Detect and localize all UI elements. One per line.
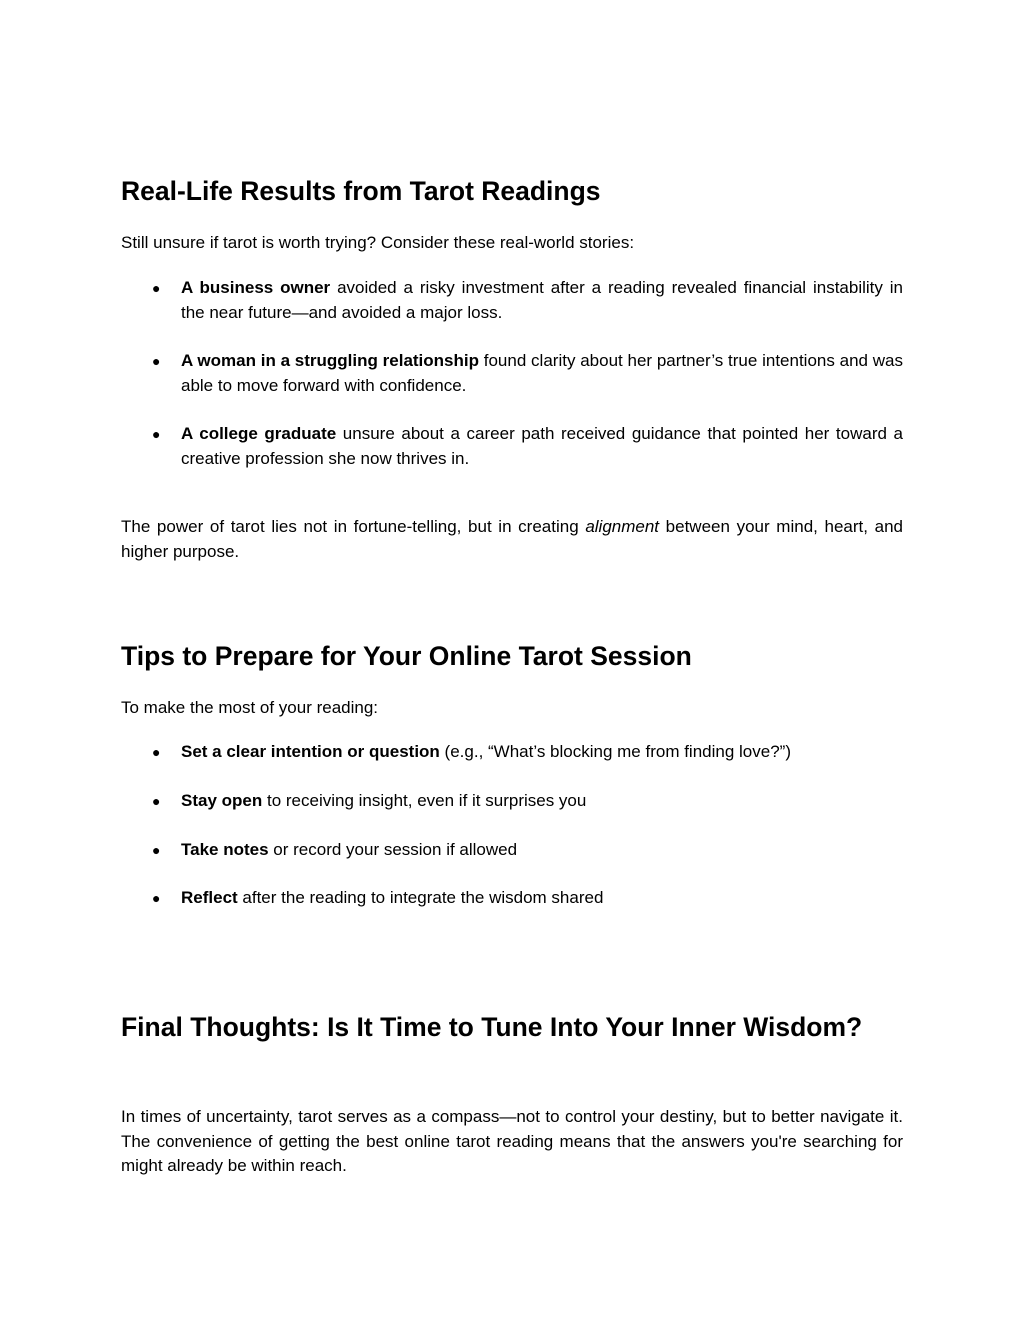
list-item: [152, 349, 903, 398]
list-item: [152, 422, 903, 471]
bullet-icon: ●: [152, 280, 161, 296]
section-body-paragraph: In times of uncertainty, tarot serves as a compass—not to control your destiny, but to better navigate it. The convenience of getting the best online tarot reading means that the answers you're searching for might already be within reach.: [121, 1107, 903, 1175]
list-item: [152, 276, 903, 325]
section-heading-tips: Tips to Prepare for Your Online Tarot Session: [121, 641, 692, 671]
closing-text-after: between your mind, heart, and higher purpose.: [121, 517, 903, 561]
closing-text-before: The power of tarot lies not in fortune-telling, but in creating: [121, 517, 586, 536]
section-intro: To make the most of your reading:: [121, 698, 379, 717]
list-item-bold: A woman in a struggling relationship: [181, 351, 479, 370]
list-item-bold: Take notes: [181, 840, 269, 859]
list-item-text: after the reading to integrate the wisdom shared: [237, 888, 604, 907]
section-heading-real-life-results: Real-Life Results from Tarot Readings: [121, 176, 601, 206]
bullet-icon: ●: [152, 842, 161, 858]
list-item-bold: Set a clear intention or question: [181, 742, 440, 761]
list-item-text: unsure about a career path received guidance that pointed her toward a creative profession she now thrives in.: [181, 424, 903, 468]
list-item-bold: Reflect: [181, 888, 238, 907]
section-heading-final-thoughts: Final Thoughts: Is It Time to Tune Into Your Inner Wisdom?: [121, 1012, 863, 1042]
list-item: [152, 740, 903, 765]
bullet-icon: ●: [152, 426, 161, 442]
list-item-text: (e.g., “What’s blocking me from finding love?”): [439, 742, 791, 761]
list-item-bold: A business owner: [181, 278, 331, 297]
bullet-icon: ●: [152, 353, 161, 369]
list-item-bold: Stay open: [181, 791, 263, 810]
section-intro: Still unsure if tarot is worth trying? Consider these real-world stories:: [121, 233, 635, 252]
list-item-text: found clarity about her partner’s true intentions and was able to move forward with confidence.: [181, 351, 903, 395]
list-item-text: avoided a risky investment after a reading revealed financial instability in the near future—and avoided a major loss.: [181, 278, 903, 322]
list-item-text: to receiving insight, even if it surprises you: [262, 791, 587, 810]
list-item: [152, 838, 903, 863]
list-item: [152, 886, 903, 911]
bullet-icon: ●: [152, 744, 161, 760]
list-item-text: or record your session if allowed: [268, 840, 518, 859]
list-item-bold: A college graduate: [181, 424, 337, 443]
bullet-icon: ●: [152, 890, 161, 906]
list-item: [152, 789, 903, 814]
closing-text-italic: alignment: [585, 517, 660, 536]
section-closing-paragraph: [121, 515, 903, 564]
bullet-icon: ●: [152, 793, 161, 809]
